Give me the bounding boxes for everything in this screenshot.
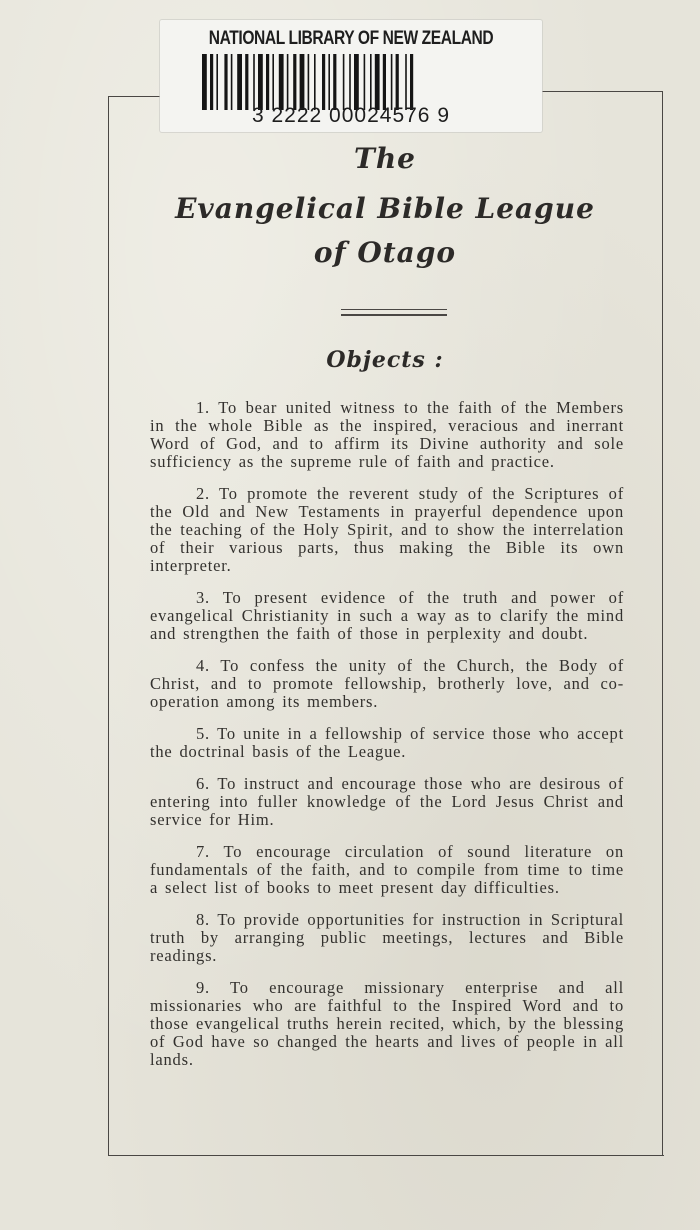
frame-border-top-right bbox=[540, 91, 662, 92]
object-item-2: 2. To promote the reverent study of the Scriptures of the Old and New Testaments in prayerful dependence upon the teaching of the Holy Spirit, and to show the interrelation of their various parts, thus making the Bible its own interpreter. bbox=[150, 484, 624, 575]
title-divider bbox=[341, 309, 447, 317]
object-item-5: 5. To unite in a fellowship of service those who accept the doctrinal basis of the League. bbox=[150, 724, 624, 761]
barcode-icon bbox=[202, 54, 502, 110]
title-the: The bbox=[353, 142, 416, 175]
object-item-1: 1. To bear united witness to the faith of the Members in the whole Bible as the inspired, veracious and inerrant Word of God, and to affirm its Divine authority and sole sufficiency as the supreme rule of faith and practice. bbox=[150, 398, 624, 471]
frame-border-bottom bbox=[108, 1155, 664, 1156]
object-item-6: 6. To instruct and encourage those who are desirous of entering into fuller knowledge of the Lord Jesus Christ and service for Him. bbox=[150, 774, 624, 829]
library-barcode-label bbox=[160, 20, 542, 132]
barcode-institution: NATIONAL LIBRARY OF NEW ZEALAND bbox=[208, 28, 494, 49]
objects-heading: Objects : bbox=[326, 347, 444, 373]
object-item-9: 9. To encourage missionary enterprise and all missionaries who are faithful to the Inspired Word and to those evangelical truths herein recited, which, by the blessing of God have so changed the hearts and lives of people in all lands. bbox=[150, 978, 624, 1069]
frame-border-top-left bbox=[108, 96, 168, 97]
object-item-8: 8. To provide opportunities for instruction in Scriptural truth by arranging public meetings, lectures and Bible readings. bbox=[150, 910, 624, 965]
objects-list bbox=[150, 399, 624, 1083]
barcode-number: 3 2222 00024576 9 bbox=[251, 104, 450, 127]
object-item-7: 7. To encourage circulation of sound literature on fundamentals of the faith, and to compile from time to time a select list of books to meet present day difficulties. bbox=[150, 842, 624, 897]
page-title: Evangelical Bible League bbox=[175, 192, 595, 225]
object-item-4: 4. To confess the unity of the Church, the Body of Christ, and to promote fellowship, brotherly love, and co-operation among its members. bbox=[150, 656, 624, 711]
object-item-3: 3. To present evidence of the truth and power of evangelical Christianity in such a way as to clarify the mind and strengthen the faith of those in perplexity and doubt. bbox=[150, 588, 624, 643]
page-subtitle: of Otago bbox=[313, 236, 457, 269]
